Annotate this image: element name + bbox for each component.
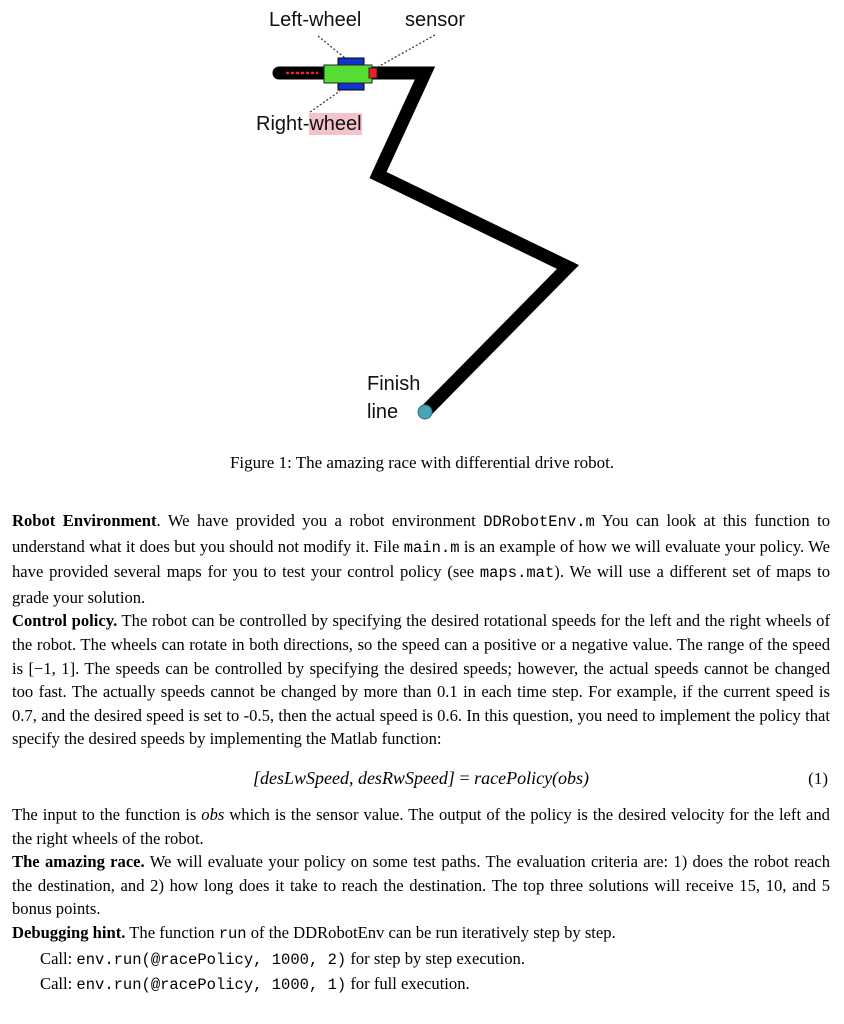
var-obs: obs [201, 804, 225, 824]
right-wheel-label [256, 113, 362, 136]
code-run: run [218, 924, 247, 943]
race-figure [0, 0, 844, 440]
call1-suffix: for step by step execution. [346, 948, 525, 968]
heading-control-policy: Control policy. [12, 611, 118, 631]
p1-text-4: ). We will use a different set of maps to grade your solution. [12, 562, 830, 607]
call1-prefix: Call: [40, 948, 77, 968]
finish-point [418, 405, 432, 419]
heading-amazing-race: The amazing race. [12, 852, 145, 872]
equation-1 [12, 755, 830, 802]
equation-equals: = [454, 767, 475, 788]
paragraph-input-output [12, 803, 830, 850]
p1-text-1: . We have provided you a robot environment [156, 511, 484, 530]
p5-text-2: of the DDRobotEnv can be run iteratively step by step. [246, 922, 616, 942]
equation-rhs: racePolicy(obs) [474, 767, 590, 788]
paragraph-robot-environment [12, 509, 830, 609]
p4-text: We will evaluate your policy on some test paths. The evaluation criteria are: 1) does the robot reach the destination, and 2) how long does it take to reach the destination. The top three solutions will receive 15, 10, and 5 bonus points. [12, 852, 830, 919]
call-full-execution [12, 972, 830, 998]
call2-prefix: Call: [40, 974, 77, 994]
call2-suffix: for full execution. [346, 974, 470, 994]
right-wheel-pointer [310, 91, 340, 112]
equation-lhs: [desLwSpeed, desRwSpeed] [252, 767, 455, 788]
figure-caption: Figure 1: The amazing race with differential drive robot. [229, 453, 615, 472]
body-text [12, 509, 830, 998]
p3-text-2: which is the sensor value. The output of the policy is the desired velocity for the left and the right wheels of the robot. [12, 804, 830, 848]
sensor-shape [369, 68, 377, 78]
race-track-diagram [0, 0, 844, 440]
heading-debugging-hint: Debugging hint. [12, 922, 126, 942]
code-maps: maps.mat [479, 564, 555, 583]
p5-text-1: The function [125, 922, 219, 942]
p1-text-2: You can look at this function to understand what it does but you should not modify it. File [12, 511, 830, 556]
robot-body [324, 65, 372, 83]
call-step-by-step [12, 947, 830, 973]
right-wheel-label-highlight: wheel [309, 113, 362, 135]
p1-text-3: is an example of how we will evaluate your policy. We have provided several maps for you to test your control policy (see [12, 536, 830, 582]
finish-label-line2: line [367, 401, 399, 423]
code-main: main.m [403, 538, 460, 557]
p2-text: The robot can be controlled by specifying the desired rotational speeds for the left and the right wheels of the robot. The wheels can rotate in both directions, so the speed can a positive or a negative value. The range of the speed is [−1, 1]. The speeds can be controlled by specifying the desired speeds; however, the actual speeds cannot be changed too fast. The actually speeds cannot be changed by more than 0.1 in each time step. For example, if the current speed is 0.7, and the desired speed is set to -0.5, then the actual speed is 0.6. In this question, you need to implement the policy that specify the desired speeds by implementing the Matlab function: [12, 611, 831, 749]
left-wheel-pointer [318, 36, 345, 58]
left-wheel-label: Left-wheel [269, 9, 362, 31]
call1-code: env.run(@racePolicy, 1000, 2) [76, 950, 347, 969]
p3-text-1: The input to the function is [12, 804, 202, 824]
right-wheel-label-prefix: Right- [256, 113, 310, 135]
code-ddrobotenv: DDRobotEnv.m [483, 513, 595, 531]
paragraph-debugging-hint [12, 921, 830, 947]
call2-code: env.run(@racePolicy, 1000, 1) [76, 976, 347, 995]
paragraph-amazing-race [12, 850, 830, 921]
heading-robot-environment: Robot Environment [12, 511, 157, 530]
equation-body [12, 755, 830, 802]
equation-number: (1) [808, 768, 828, 788]
paragraph-control-policy [12, 609, 830, 751]
sensor-label: sensor [405, 9, 466, 31]
sensor-pointer [376, 35, 435, 68]
finish-label-line1: Finish [367, 373, 421, 395]
